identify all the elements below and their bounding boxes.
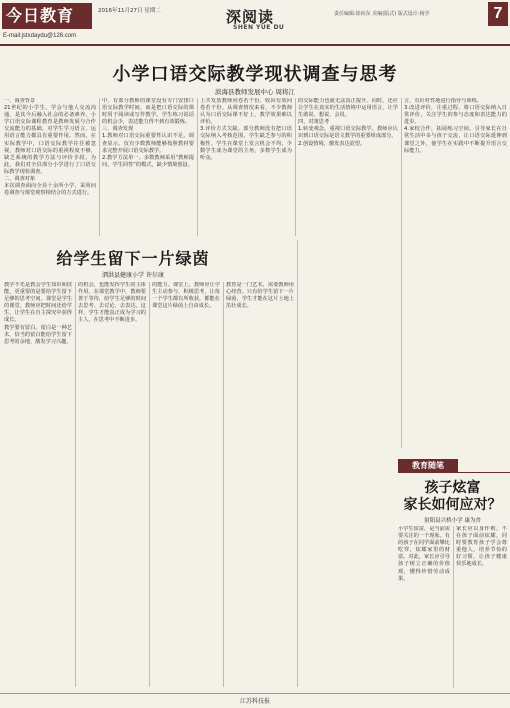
section-header: 教育随笔 <box>398 459 458 472</box>
column-divider <box>453 526 454 688</box>
column-divider <box>149 282 150 687</box>
article-column: 小学生炫富，是当前需要关注的一个现象。有的孩子在同学面前攀比吃穿，炫耀家里的财富。对此，家长应引导孩子树立正确的价值观，懂得珍惜劳动成果。 <box>398 526 450 582</box>
article-column: 家长应以身作则，不在孩子面前炫耀，同时要教育孩子学会尊重他人，培养节俭的好习惯，让孩子健康快乐地成长。 <box>456 526 507 568</box>
editor-credits: 责任编辑:徐向东 美编(版式) 版式设计:杨学 <box>334 11 430 17</box>
section-divider <box>398 472 510 473</box>
article-column: 的机会，也能发挥学生的主体作用。在课堂教学中，教师要善于等待，给学生足够的时间去思考、去讨论、去表达。这样，学生才能真正成为学习的主人，在思考中不断进步。 <box>78 282 146 324</box>
column-divider <box>223 282 224 687</box>
footer-divider <box>0 693 510 694</box>
article-title: 孩子炫富 家长如何应对？ <box>403 480 502 513</box>
page-number: 7 <box>488 2 508 26</box>
contact-email: E-mail:jstxdaydu@126.com <box>3 33 77 39</box>
column-divider <box>401 98 402 448</box>
article-column: 一、调查背景 21世纪的小学生，学会与他人交流沟通，是其今后融入社会的必备素养。小学口语交际课程教育是教师发展与合作交流能力的基础，对学生学习语言、运用语言能力都具有重要作用。然而，在实际教学中，口语交际教学往往被忽视，教师对口语交际的重视程度不够，缺乏系统的教学方法与评价手段。为此，我们对全县部分小学进行了口语交际教学现状调查。 二、调查对象 本次调查面向全县十余所小学，采用问卷调查与课堂观察相结合的方式进行。 <box>4 98 96 197</box>
section-logo <box>226 6 286 36</box>
section-title: 深阅读 <box>226 8 275 26</box>
column-divider <box>297 240 298 687</box>
article-column: 中，有部分教师的课堂没有专门安排口语交际教学时间，而是把口语交际的课时用于阅读或写作教学。学生练习说话的机会少，表达能力得不到有效锻炼。 三、调查发现 1.教师对口语交际重要性认识不足。调查显示，仅有少数教师能够按照教材要求完整开展口语交际教学。 2.教学方法单一。多数教师采用“教师提问、学生回答”的模式，缺少情境创设。 <box>102 98 194 168</box>
column-divider <box>75 282 76 687</box>
column-divider <box>295 98 296 236</box>
footer-text: 江苏科技报 <box>239 698 270 705</box>
article-byline: 滨海县教师发展中心 周将江 <box>214 88 296 96</box>
article-byline: 泗洪县健康小学 许尔康 <box>102 272 164 279</box>
article-column: 的交际能力也就无法真正提升。同时，还应让学生在真实的生活情境中运用语言，让学生敢说、想说、会说。 四、对策思考 1.转变观念，重视口语交际教学。教师应认识到口语交际是语文教学的重要组成部分。 2.创设情境，激发表达欲望。 <box>298 98 398 147</box>
article-title: 给学生留下一片绿茵 <box>56 249 210 268</box>
article-column: 上共发放教师问卷若干份，收回有效问卷若干份。从调查情况来看，不少教师认为口语交际课不好上，教学效果难以评价。 3.评价方式欠缺。部分教师没有把口语交际纳入考核范围，学生缺乏参与的积极性。学生在课堂上发言机会不均，少数学生成为课堂的主角，多数学生成为听众。 <box>200 98 292 161</box>
newspaper-logo: 今日教育 <box>2 3 92 29</box>
issue-date: 2016年11月27日 星期二 <box>98 8 161 14</box>
masthead-divider <box>0 44 510 46</box>
article-column: 教育是一门艺术，需要教师用心经营。只有给学生留下一片绿茵，学生才能在这片土地上茁壮成长。 <box>226 282 294 310</box>
column-divider <box>99 98 100 236</box>
article-title: 小学口语交际教学现状调查与思考 <box>112 64 398 85</box>
article-column: 教学不光是教会学生知识和技能，更重要的是要给学生留下足够的思考空间。课堂是学生的课堂，教师应把时间还给学生，让学生在自主探究中获得成长。 教学要有留白。留白是一种艺术，恰当的留白能给学生留下思考的余地，激发学习兴趣。 <box>4 282 72 345</box>
article-byline: 射阳县兴桥小学 康为舍 <box>424 518 481 524</box>
section-subtitle: SHEN YUE DU <box>233 24 285 31</box>
article-column: 的能力。课堂上，教师应让学生主动参与，积极思考，让每一个学生都有所收获，都能在课堂这片绿茵上自由成长。 <box>152 282 220 310</box>
article-column: 言，有针对性地进行指导与训练。 3.改进评价，注重过程。将口语交际纳入日常评价，关注学生的参与态度和表达能力的进步。 4.家校合作，拓展练习空间。引导家长在日常生活中多与孩子交流，让口语交际延伸到课堂之外，使学生在实践中不断提升语言交际能力。 <box>404 98 507 154</box>
masthead <box>0 0 510 46</box>
column-divider <box>197 98 198 236</box>
